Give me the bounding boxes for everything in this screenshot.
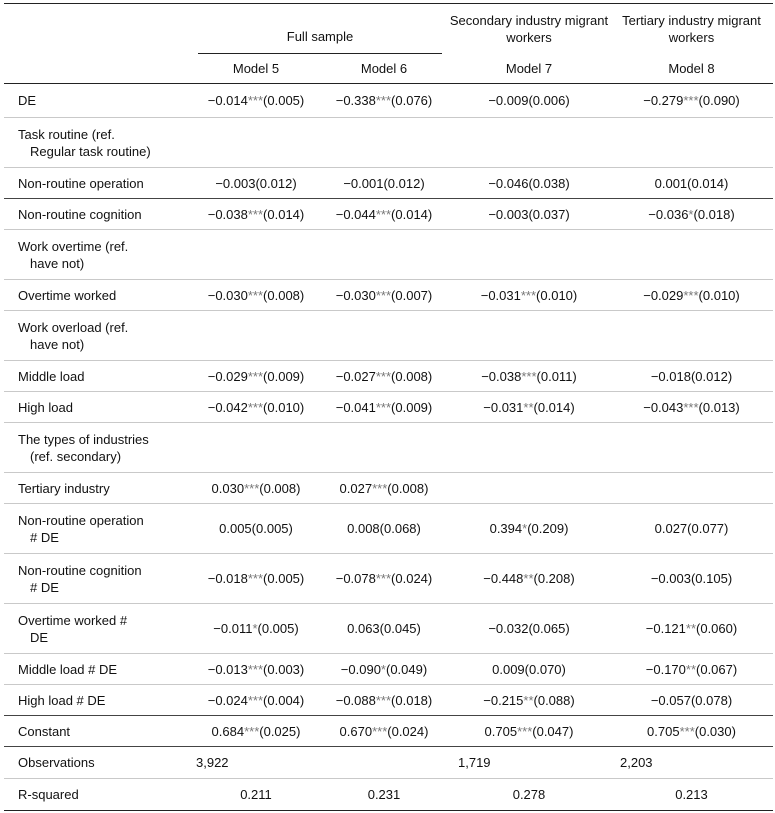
standard-error: (0.004) bbox=[263, 692, 305, 708]
cell-model-8 bbox=[610, 230, 773, 280]
observations-tertiary: 2,203 bbox=[610, 747, 773, 779]
row-label bbox=[4, 280, 192, 311]
cell-model-8 bbox=[610, 311, 773, 361]
cell-model-5 bbox=[192, 118, 320, 168]
coefficient: −0.003 bbox=[650, 571, 691, 586]
coefficient: −0.088 bbox=[335, 692, 376, 708]
standard-error: (0.045) bbox=[379, 621, 421, 636]
cell-model-7 bbox=[448, 473, 610, 504]
standard-error: (0.025) bbox=[259, 723, 301, 739]
table-row bbox=[4, 423, 773, 473]
table-row bbox=[4, 473, 773, 504]
cell-model-8 bbox=[610, 473, 773, 504]
coefficient: 0.005 bbox=[219, 521, 252, 536]
row-label bbox=[4, 361, 192, 392]
row-label-line-1: Work overtime (ref. bbox=[18, 238, 129, 254]
significance-stars: *** bbox=[244, 723, 260, 739]
cell-model-7 bbox=[448, 168, 610, 199]
coefficient: −0.036 bbox=[648, 206, 689, 222]
cell-model-6 bbox=[320, 361, 448, 392]
standard-error: (0.067) bbox=[696, 661, 738, 677]
coefficient: −0.032 bbox=[488, 621, 529, 636]
significance-stars: *** bbox=[375, 93, 392, 108]
significance-stars: * bbox=[522, 521, 528, 536]
cell-model-5 bbox=[192, 311, 320, 361]
standard-error: (0.209) bbox=[527, 521, 569, 536]
coefficient: 0.705 bbox=[484, 723, 518, 739]
cell-model-8 bbox=[610, 423, 773, 473]
cell-model-7 bbox=[448, 84, 610, 118]
cell-model-6 bbox=[320, 685, 448, 716]
coefficient: −0.041 bbox=[335, 399, 376, 415]
cell-model-8 bbox=[610, 118, 773, 168]
standard-error: (0.014) bbox=[687, 175, 729, 191]
cell-model-7 bbox=[448, 118, 610, 168]
row-label bbox=[4, 118, 192, 168]
row-label bbox=[4, 423, 192, 473]
standard-error: (0.007) bbox=[391, 287, 433, 303]
standard-error: (0.077) bbox=[687, 521, 729, 536]
table-row bbox=[4, 554, 773, 604]
significance-stars: *** bbox=[372, 480, 388, 496]
standard-error: (0.012) bbox=[255, 175, 297, 191]
row-label bbox=[4, 504, 192, 554]
coefficient: −0.448 bbox=[483, 571, 524, 586]
standard-error: (0.065) bbox=[528, 621, 570, 636]
cell-model-6 bbox=[320, 168, 448, 199]
row-label-line-1: Non-routine cognition bbox=[18, 206, 142, 222]
cell-model-5 bbox=[192, 199, 320, 230]
significance-stars: *** bbox=[375, 206, 392, 222]
coefficient: −0.170 bbox=[645, 661, 686, 677]
cell-model-8 bbox=[610, 168, 773, 199]
coefficient: −0.029 bbox=[643, 287, 684, 303]
standard-error: (0.070) bbox=[524, 661, 566, 677]
row-label: R-squared bbox=[4, 779, 192, 811]
coefficient: −0.038 bbox=[207, 206, 248, 222]
table-row bbox=[4, 311, 773, 361]
rsquared-model-8: 0.213 bbox=[610, 779, 773, 811]
cell-model-5 bbox=[192, 685, 320, 716]
row-label-line-1: Constant bbox=[18, 723, 71, 739]
significance-stars: *** bbox=[247, 206, 264, 222]
standard-error: (0.009) bbox=[391, 399, 433, 415]
group-header-tertiary: Tertiary industry migrant workers bbox=[610, 4, 773, 54]
cell-model-8 bbox=[610, 199, 773, 230]
cell-model-5 bbox=[192, 230, 320, 280]
cell-model-6 bbox=[320, 716, 448, 747]
standard-error: (0.014) bbox=[263, 206, 305, 222]
table-header bbox=[4, 4, 773, 84]
cell-model-6 bbox=[320, 392, 448, 423]
coefficient: 0.670 bbox=[339, 723, 373, 739]
standard-error: (0.012) bbox=[690, 368, 733, 384]
row-label-line-1: Non-routine cognition bbox=[18, 562, 142, 578]
cell-model-7 bbox=[448, 604, 610, 654]
coefficient: −0.215 bbox=[483, 692, 524, 708]
row-label-line-2: have not) bbox=[30, 336, 85, 352]
group-header-full-sample: Full sample bbox=[198, 28, 442, 54]
cell-model-8 bbox=[610, 280, 773, 311]
coefficient: 0.705 bbox=[647, 723, 680, 739]
cell-model-6 bbox=[320, 230, 448, 280]
cell-model-8 bbox=[610, 554, 773, 604]
coefficient: −0.018 bbox=[650, 368, 691, 384]
cell-model-5 bbox=[192, 654, 320, 685]
significance-stars: * bbox=[688, 206, 694, 222]
significance-stars: ** bbox=[523, 571, 534, 586]
table-row bbox=[4, 84, 773, 118]
cell-model-8 bbox=[610, 504, 773, 554]
standard-error: (0.003) bbox=[263, 661, 305, 677]
table-row bbox=[4, 392, 773, 423]
cell-model-7 bbox=[448, 554, 610, 604]
model-5-header: Model 5 bbox=[192, 54, 320, 84]
model-8-header: Model 8 bbox=[610, 54, 773, 84]
row-label-line-1: High load # DE bbox=[18, 692, 106, 708]
cell-model-8 bbox=[610, 84, 773, 118]
table-row bbox=[4, 199, 773, 230]
cell-model-8 bbox=[610, 654, 773, 685]
coefficient: −0.042 bbox=[207, 399, 248, 415]
standard-error: (0.008) bbox=[391, 368, 433, 384]
standard-error: (0.030) bbox=[694, 723, 736, 739]
row-label-line-2: (ref. secondary) bbox=[30, 448, 122, 464]
cell-model-7 bbox=[448, 280, 610, 311]
significance-stars: *** bbox=[247, 661, 264, 677]
coefficient: 0.063 bbox=[347, 621, 380, 636]
cell-model-7 bbox=[448, 685, 610, 716]
cell-model-7 bbox=[448, 423, 610, 473]
cell-model-5 bbox=[192, 392, 320, 423]
coefficient: 0.027 bbox=[654, 521, 688, 536]
coefficient: −0.009 bbox=[488, 93, 529, 108]
row-label-line-1: Work overload (ref. bbox=[18, 319, 129, 335]
significance-stars: *** bbox=[247, 368, 264, 384]
coefficient: −0.024 bbox=[207, 692, 248, 708]
table-row-rsquared bbox=[4, 779, 773, 811]
significance-stars: *** bbox=[375, 368, 392, 384]
significance-stars: *** bbox=[517, 723, 533, 739]
standard-error: (0.090) bbox=[698, 93, 740, 108]
observations-full: 3,922 bbox=[192, 747, 448, 779]
significance-stars: *** bbox=[683, 399, 699, 415]
standard-error: (0.088) bbox=[533, 692, 575, 708]
table-row bbox=[4, 504, 773, 554]
cell-model-6 bbox=[320, 199, 448, 230]
row-label-line-2: DE bbox=[30, 629, 49, 645]
cell-model-7 bbox=[448, 230, 610, 280]
standard-error: (0.010) bbox=[263, 399, 305, 415]
coefficient: −0.014 bbox=[207, 93, 248, 108]
standard-error: (0.011) bbox=[536, 368, 577, 384]
significance-stars: *** bbox=[683, 287, 699, 303]
coefficient: −0.043 bbox=[643, 399, 684, 415]
row-label: Observations bbox=[4, 747, 192, 779]
row-label bbox=[4, 685, 192, 716]
standard-error: (0.076) bbox=[391, 93, 433, 108]
standard-error: (0.049) bbox=[385, 661, 428, 677]
significance-stars: *** bbox=[247, 93, 264, 108]
significance-stars: * bbox=[380, 661, 386, 677]
coefficient: −0.121 bbox=[645, 621, 686, 636]
significance-stars: *** bbox=[521, 368, 537, 384]
cell-model-5 bbox=[192, 473, 320, 504]
cell-model-7 bbox=[448, 392, 610, 423]
standard-error: (0.005) bbox=[251, 521, 293, 536]
significance-stars: *** bbox=[244, 480, 260, 496]
coefficient: −0.090 bbox=[340, 661, 381, 677]
rsquared-model-7: 0.278 bbox=[448, 779, 610, 811]
table-row-observations bbox=[4, 747, 773, 779]
row-label-line-1: Tertiary industry bbox=[18, 480, 110, 496]
cell-model-5 bbox=[192, 361, 320, 392]
significance-stars: *** bbox=[679, 723, 695, 739]
coefficient: −0.279 bbox=[643, 93, 684, 108]
standard-error: (0.008) bbox=[259, 480, 301, 496]
significance-stars: *** bbox=[520, 287, 537, 303]
cell-model-7 bbox=[448, 361, 610, 392]
coefficient: −0.030 bbox=[207, 287, 248, 303]
standard-error: (0.010) bbox=[536, 287, 578, 303]
standard-error: (0.014) bbox=[391, 206, 433, 222]
table-row bbox=[4, 604, 773, 654]
row-label bbox=[4, 554, 192, 604]
row-label-line-1: DE bbox=[18, 93, 37, 108]
cell-model-5 bbox=[192, 554, 320, 604]
row-label-line-1: Overtime worked # bbox=[18, 612, 128, 628]
coefficient: −0.029 bbox=[207, 368, 248, 384]
standard-error: (0.047) bbox=[532, 723, 574, 739]
row-label-line-1: Non-routine operation bbox=[18, 175, 144, 191]
observations-secondary: 1,719 bbox=[448, 747, 610, 779]
cell-model-6 bbox=[320, 84, 448, 118]
coefficient: −0.013 bbox=[207, 661, 248, 677]
table-row bbox=[4, 280, 773, 311]
coefficient: −0.338 bbox=[335, 93, 376, 108]
significance-stars: ** bbox=[685, 621, 697, 636]
standard-error: (0.068) bbox=[379, 521, 421, 536]
table-row bbox=[4, 685, 773, 716]
cell-model-8 bbox=[610, 685, 773, 716]
row-label bbox=[4, 716, 192, 747]
significance-stars: ** bbox=[685, 661, 697, 677]
standard-error: (0.005) bbox=[263, 93, 305, 108]
table-row bbox=[4, 118, 773, 168]
row-label bbox=[4, 392, 192, 423]
standard-error: (0.005) bbox=[263, 571, 305, 586]
row-label bbox=[4, 168, 192, 199]
standard-error: (0.008) bbox=[387, 480, 429, 496]
cell-model-6 bbox=[320, 118, 448, 168]
table-row bbox=[4, 168, 773, 199]
coefficient: −0.018 bbox=[207, 571, 248, 586]
table-row bbox=[4, 230, 773, 280]
standard-error: (0.012) bbox=[383, 175, 425, 191]
cell-model-8 bbox=[610, 604, 773, 654]
standard-error: (0.014) bbox=[533, 399, 575, 415]
coefficient: −0.038 bbox=[481, 368, 522, 384]
standard-error: (0.010) bbox=[698, 287, 740, 303]
table-row bbox=[4, 361, 773, 392]
row-label bbox=[4, 230, 192, 280]
significance-stars: *** bbox=[247, 287, 264, 303]
coefficient: 0.009 bbox=[492, 661, 525, 677]
cell-model-8 bbox=[610, 392, 773, 423]
significance-stars: *** bbox=[375, 287, 392, 303]
cell-model-7 bbox=[448, 504, 610, 554]
cell-model-7 bbox=[448, 654, 610, 685]
cell-model-6 bbox=[320, 654, 448, 685]
significance-stars: ** bbox=[523, 692, 534, 708]
coefficient: −0.031 bbox=[480, 287, 521, 303]
significance-stars: *** bbox=[247, 399, 264, 415]
cell-model-7 bbox=[448, 199, 610, 230]
coefficient: −0.003 bbox=[215, 175, 256, 191]
standard-error: (0.078) bbox=[690, 692, 733, 708]
row-label-line-1: Middle load bbox=[18, 368, 85, 384]
cell-model-6 bbox=[320, 280, 448, 311]
table-footer bbox=[4, 747, 773, 811]
model-6-header: Model 6 bbox=[320, 54, 448, 84]
cell-model-5 bbox=[192, 716, 320, 747]
group-header-secondary: Secondary industry migrant workers bbox=[448, 4, 610, 54]
rsquared-model-6: 0.231 bbox=[320, 779, 448, 811]
cell-model-5 bbox=[192, 604, 320, 654]
cell-model-8 bbox=[610, 716, 773, 747]
coefficient: 0.008 bbox=[347, 521, 380, 536]
row-label-line-1: The types of industries bbox=[18, 431, 149, 447]
standard-error: (0.024) bbox=[391, 571, 433, 586]
rsquared-model-5: 0.211 bbox=[192, 779, 320, 811]
standard-error: (0.037) bbox=[528, 206, 570, 222]
significance-stars: *** bbox=[372, 723, 388, 739]
cell-model-7 bbox=[448, 716, 610, 747]
cell-model-6 bbox=[320, 554, 448, 604]
standard-error: (0.005) bbox=[257, 621, 299, 636]
coefficient: −0.044 bbox=[335, 206, 376, 222]
table-row bbox=[4, 716, 773, 747]
row-label bbox=[4, 473, 192, 504]
coefficient: −0.078 bbox=[335, 571, 376, 586]
row-label-line-2: # DE bbox=[30, 529, 59, 545]
coefficient: −0.031 bbox=[483, 399, 524, 415]
cell-model-5 bbox=[192, 84, 320, 118]
significance-stars: *** bbox=[247, 692, 264, 708]
standard-error: (0.024) bbox=[387, 723, 429, 739]
coefficient: 0.394 bbox=[489, 521, 523, 536]
table-body bbox=[4, 84, 773, 747]
row-label bbox=[4, 311, 192, 361]
standard-error: (0.208) bbox=[533, 571, 575, 586]
cell-model-8 bbox=[610, 361, 773, 392]
standard-error: (0.018) bbox=[391, 692, 433, 708]
cell-model-6 bbox=[320, 473, 448, 504]
row-label bbox=[4, 199, 192, 230]
standard-error: (0.105) bbox=[690, 571, 733, 586]
coefficient: 0.684 bbox=[211, 723, 245, 739]
standard-error: (0.006) bbox=[528, 93, 570, 108]
significance-stars: ** bbox=[523, 399, 534, 415]
row-label-line-1: Middle load # DE bbox=[18, 661, 117, 677]
standard-error: (0.008) bbox=[263, 287, 305, 303]
standard-error: (0.018) bbox=[693, 206, 735, 222]
standard-error: (0.038) bbox=[528, 175, 570, 191]
coefficient: −0.003 bbox=[488, 206, 529, 222]
row-label bbox=[4, 654, 192, 685]
model-7-header: Model 7 bbox=[448, 54, 610, 84]
row-label-line-2: Regular task routine) bbox=[30, 143, 151, 159]
coefficient: −0.011 bbox=[213, 621, 253, 636]
regression-table bbox=[4, 3, 773, 811]
row-label bbox=[4, 604, 192, 654]
cell-model-6 bbox=[320, 504, 448, 554]
row-label-line-2: have not) bbox=[30, 255, 85, 271]
coefficient: 0.027 bbox=[339, 480, 373, 496]
coefficient: 0.030 bbox=[211, 480, 245, 496]
table-row bbox=[4, 654, 773, 685]
cell-model-7 bbox=[448, 311, 610, 361]
significance-stars: *** bbox=[247, 571, 264, 586]
row-label bbox=[4, 84, 192, 118]
coefficient: 0.001 bbox=[654, 175, 688, 191]
coefficient: −0.057 bbox=[650, 692, 691, 708]
coefficient: −0.046 bbox=[488, 175, 529, 191]
standard-error: (0.013) bbox=[698, 399, 740, 415]
row-label-line-1: High load bbox=[18, 399, 73, 415]
cell-model-5 bbox=[192, 168, 320, 199]
cell-model-5 bbox=[192, 423, 320, 473]
significance-stars: *** bbox=[375, 399, 392, 415]
cell-model-5 bbox=[192, 504, 320, 554]
cell-model-6 bbox=[320, 604, 448, 654]
significance-stars: *** bbox=[375, 692, 392, 708]
cell-model-5 bbox=[192, 280, 320, 311]
standard-error: (0.009) bbox=[263, 368, 305, 384]
coefficient: −0.027 bbox=[335, 368, 376, 384]
coefficient: −0.001 bbox=[343, 175, 384, 191]
cell-model-6 bbox=[320, 423, 448, 473]
significance-stars: * bbox=[252, 621, 258, 636]
cell-model-6 bbox=[320, 311, 448, 361]
significance-stars: *** bbox=[375, 571, 392, 586]
significance-stars: *** bbox=[683, 93, 699, 108]
row-label-line-1: Task routine (ref. bbox=[18, 126, 115, 142]
row-label-line-2: # DE bbox=[30, 579, 59, 595]
standard-error: (0.060) bbox=[696, 621, 738, 636]
row-label-line-1: Overtime worked bbox=[18, 287, 117, 303]
row-label-line-1: Non-routine operation bbox=[18, 512, 144, 528]
coefficient: −0.030 bbox=[335, 287, 376, 303]
